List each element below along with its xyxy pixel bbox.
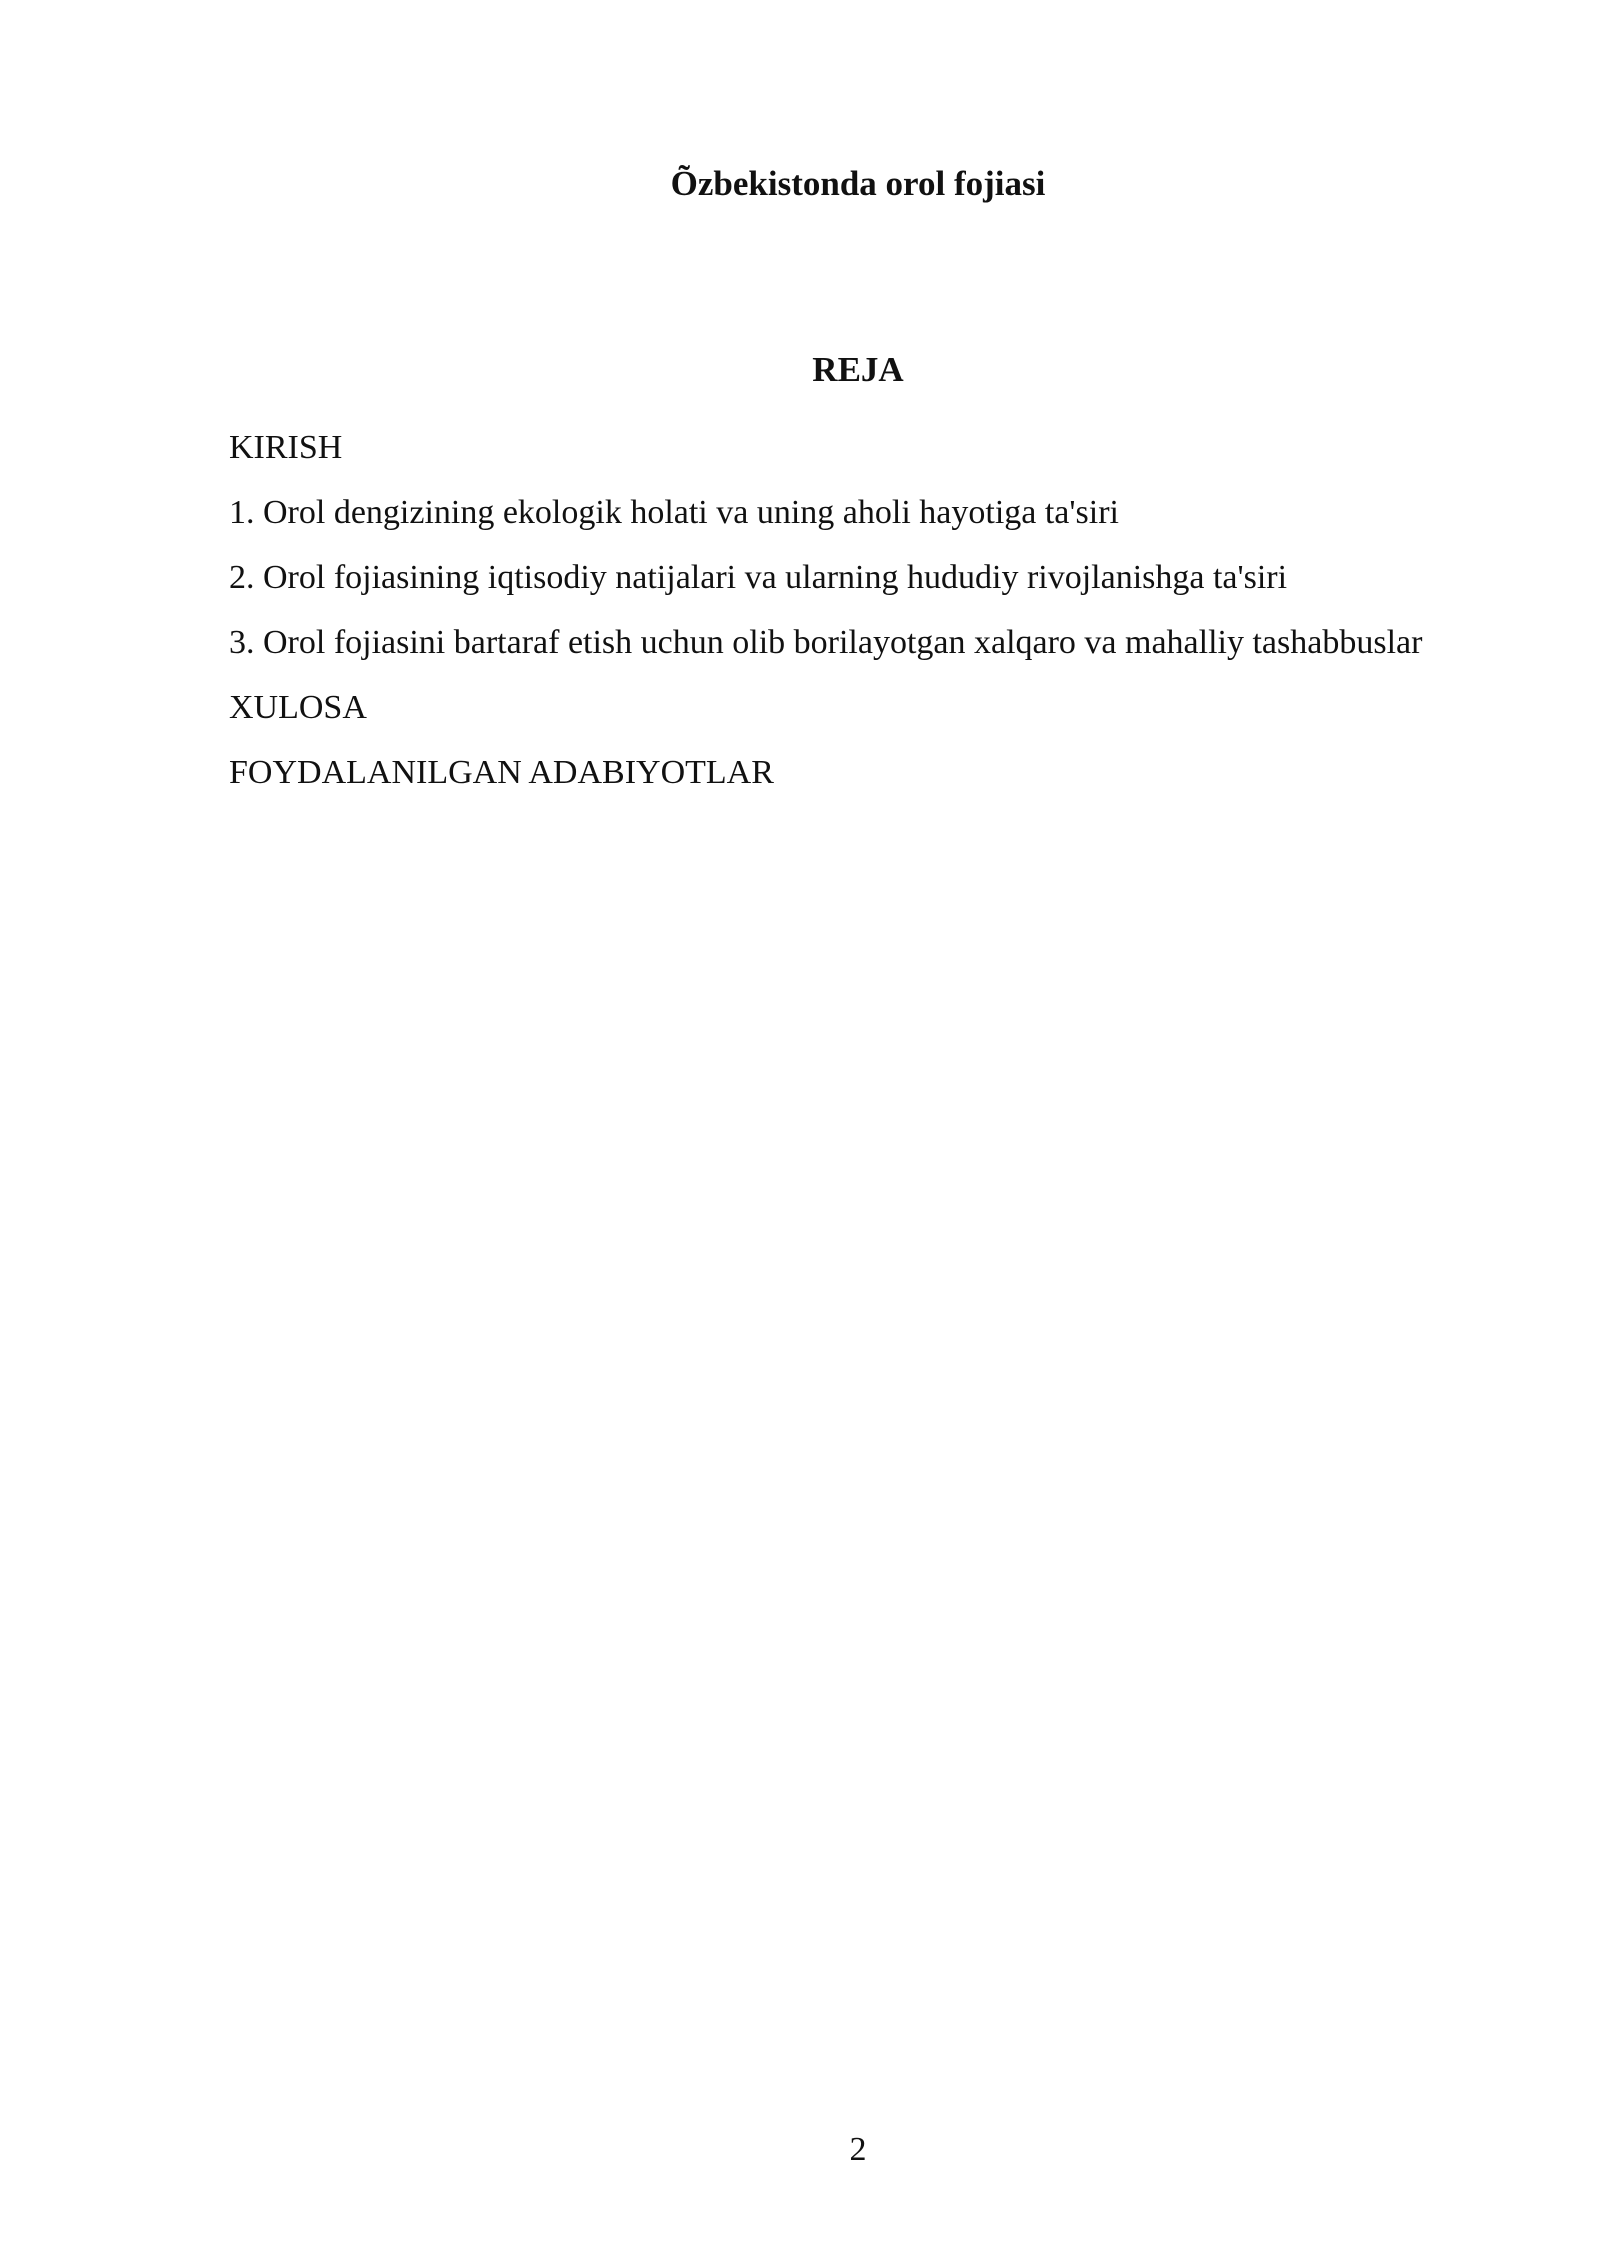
plan-item-introduction: KIRISH xyxy=(229,429,343,466)
plan-item-conclusion: XULOSA xyxy=(229,689,367,726)
plan-item-2: 2. Orol fojiasining iqtisodiy natijalari va ularning hududiy rivojlanishga ta'siri xyxy=(229,559,1288,596)
page-number: 2 xyxy=(849,2131,867,2168)
plan-item-3: 3. Orol fojiasini bartaraf etish uchun olib borilayotgan xalqaro va mahalliy tashabbuslar xyxy=(229,624,1423,661)
plan-list xyxy=(229,420,1429,810)
plan-item-references: FOYDALANILGAN ADABIYOTLAR xyxy=(229,754,774,791)
plan-item-1: 1. Orol dengizining ekologik holati va uning aholi hayotiga ta'siri xyxy=(229,494,1119,531)
document-title: Õzbekistonda orol fojiasi xyxy=(670,164,1046,203)
plan-heading: REJA xyxy=(812,350,904,389)
